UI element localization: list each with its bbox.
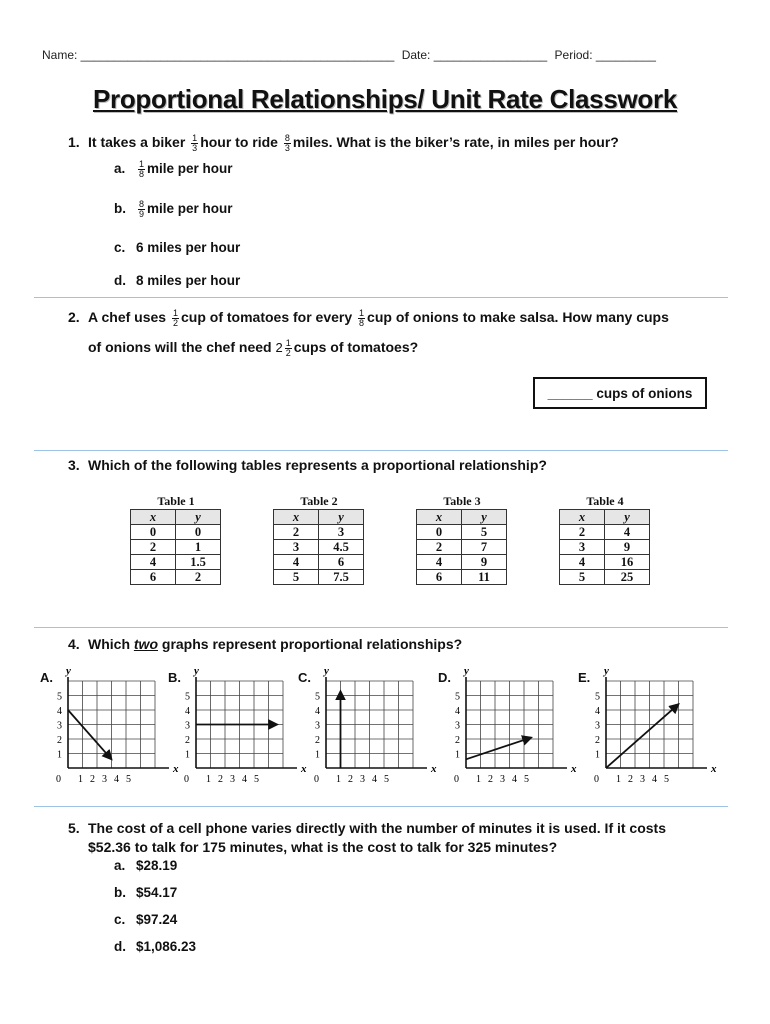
x-tick-label: 4 <box>242 774 247 785</box>
table-cell: 6 <box>319 555 364 570</box>
emphasis-text: two <box>133 636 158 652</box>
x-tick-label: 2 <box>488 774 493 785</box>
table-cell: 25 <box>605 570 650 585</box>
mixed-number-whole: 2 <box>275 340 283 355</box>
value-table[interactable] <box>416 494 508 585</box>
option-text: 6 miles per hour <box>136 240 241 255</box>
table-cell: 4.5 <box>319 540 364 555</box>
x-tick-label: 3 <box>640 774 645 785</box>
option-text: $28.19 <box>136 858 178 873</box>
y-tick-label: 3 <box>315 720 320 732</box>
x-axis-label: x <box>301 763 307 775</box>
coordinate-graph <box>298 665 437 788</box>
y-tick-label: 2 <box>57 735 62 746</box>
y-tick-label: 5 <box>185 691 190 703</box>
table-row <box>274 570 364 585</box>
table-row <box>560 570 650 585</box>
fraction: $\frac{8}{9}$ <box>139 199 145 219</box>
table-row <box>417 570 507 585</box>
table-cell: 2 <box>176 570 221 585</box>
x-tick-label: 3 <box>102 774 107 785</box>
question-number: 3. <box>68 457 80 473</box>
x-tick-label: 4 <box>372 774 377 785</box>
question-text: cup of onions to make salsa. How many cups <box>367 309 669 325</box>
table-cell: 4 <box>131 555 176 570</box>
answer-option[interactable] <box>114 912 177 927</box>
answer-option[interactable] <box>114 240 240 255</box>
option-text: 8 miles per hour <box>136 273 241 288</box>
table-row <box>274 555 364 570</box>
question-text: The cost of a cell phone varies directly with the number of minutes it is used. If it costs <box>88 820 667 836</box>
table-title: Table 2 <box>300 494 338 508</box>
x-tick-label: 2 <box>218 774 223 785</box>
coordinate-graph <box>438 665 577 788</box>
y-tick-label: 3 <box>57 720 62 732</box>
table-cell: 1.5 <box>176 555 221 570</box>
answer-box[interactable]: ______ cups of onions <box>533 377 707 409</box>
table-cell: 9 <box>605 540 650 555</box>
page-title: Proportional Relationships/ Unit Rate Classwork <box>92 84 677 114</box>
y-tick-label: 3 <box>595 720 600 732</box>
answer-option[interactable] <box>114 160 233 179</box>
x-tick-label: 4 <box>512 774 517 785</box>
fraction: $\frac{1}{8}$ <box>139 159 145 179</box>
graph-label: B. <box>168 670 181 685</box>
table-row <box>560 525 650 540</box>
option-letter: b. <box>114 885 126 900</box>
y-tick-label: 5 <box>595 691 600 703</box>
header-fields <box>42 48 660 62</box>
name-field-label[interactable]: Name: _______________________________________________ <box>42 48 395 62</box>
coordinate-graph <box>40 665 179 788</box>
x-tick-label: 1 <box>78 774 83 785</box>
table-cell: 5 <box>560 570 605 585</box>
y-axis-label: y <box>324 665 329 677</box>
answer-option[interactable] <box>114 885 177 900</box>
y-tick-label: 1 <box>455 749 460 761</box>
y-tick-label: 2 <box>455 735 460 746</box>
table-row <box>131 555 221 570</box>
graph-label: A. <box>40 670 53 685</box>
y-tick-label: 1 <box>185 749 190 761</box>
y-axis-label: y <box>194 665 199 677</box>
question-text: graphs represent proportional relationships? <box>161 636 463 652</box>
column-header: x <box>274 510 319 525</box>
question-5 <box>68 818 666 838</box>
option-letter: c. <box>114 240 126 255</box>
table-row <box>417 525 507 540</box>
coordinate-graph <box>168 665 307 788</box>
table-cell: 9 <box>462 555 507 570</box>
question-text: Which of the following tables represents a proportional relationship? <box>88 457 547 473</box>
x-tick-label: 3 <box>500 774 505 785</box>
option-text: $54.17 <box>136 885 178 900</box>
table-row <box>560 540 650 555</box>
question-2-line-2 <box>88 337 418 358</box>
x-tick-label: 5 <box>664 774 669 785</box>
origin-label: 0 <box>184 774 189 785</box>
value-table[interactable] <box>130 494 222 585</box>
fraction: $\frac{8}{3}$ <box>284 132 290 153</box>
y-tick-label: 3 <box>455 720 460 732</box>
fraction: $\frac{1}{2}$ <box>285 337 291 358</box>
option-letter: d. <box>114 273 126 288</box>
answer-option[interactable] <box>114 273 240 288</box>
fraction: $\frac{1}{3}$ <box>192 132 198 153</box>
table-row <box>131 570 221 585</box>
x-tick-label: 1 <box>476 774 481 785</box>
question-number: 2. <box>68 309 80 325</box>
y-tick-label: 2 <box>315 735 320 746</box>
graph-label: C. <box>298 670 311 685</box>
origin-label: 0 <box>314 774 319 785</box>
table-row <box>274 540 364 555</box>
column-header: x <box>560 510 605 525</box>
x-tick-label: 5 <box>254 774 259 785</box>
table-row <box>274 525 364 540</box>
y-tick-label: 5 <box>315 691 320 703</box>
table-cell: 2 <box>560 525 605 540</box>
question-number: 4. <box>68 636 80 652</box>
x-axis-label: x <box>431 763 437 775</box>
y-tick-label: 5 <box>455 691 460 703</box>
graph-line <box>68 710 112 759</box>
y-tick-label: 1 <box>595 749 600 761</box>
question-text: A chef uses <box>88 309 167 325</box>
table-cell: 2 <box>274 525 319 540</box>
table-cell: 5 <box>462 525 507 540</box>
question-text: hour to ride <box>200 134 278 150</box>
y-tick-label: 5 <box>57 691 62 703</box>
table-row <box>417 555 507 570</box>
column-header: y <box>319 510 364 525</box>
period-field-label[interactable]: Period: _________ <box>554 48 656 62</box>
question-text: Which <box>88 636 130 652</box>
y-tick-label: 1 <box>315 749 320 761</box>
y-axis-label: y <box>464 665 469 677</box>
option-text: mile per hour <box>147 161 233 177</box>
y-tick-label: 2 <box>595 735 600 746</box>
question-3 <box>68 455 547 475</box>
origin-label: 0 <box>454 774 459 785</box>
question-number: 5. <box>68 820 80 836</box>
table-row <box>417 540 507 555</box>
fraction: $\frac{1}{2}$ <box>172 307 178 328</box>
question-5-line-2: $52.36 to talk for 175 minutes, what is the cost to talk for 325 minutes? <box>88 839 558 855</box>
column-header: x <box>417 510 462 525</box>
option-letter: a. <box>114 161 126 177</box>
question-text: miles. What is the biker’s rate, in miles per hour? <box>292 134 619 150</box>
section-divider <box>34 297 728 298</box>
date-field-label[interactable]: Date: _________________ <box>401 48 548 62</box>
x-tick-label: 1 <box>616 774 621 785</box>
y-axis-label: y <box>66 665 71 677</box>
option-letter: b. <box>114 201 126 217</box>
table-cell: 4 <box>274 555 319 570</box>
section-divider <box>34 627 728 628</box>
option-letter: c. <box>114 912 126 927</box>
graph-line <box>606 704 679 768</box>
x-tick-label: 5 <box>126 774 131 785</box>
table-cell: 7 <box>462 540 507 555</box>
graph-label: E. <box>578 670 591 685</box>
table-cell: 7.5 <box>319 570 364 585</box>
table-title: Table 4 <box>586 494 624 508</box>
value-table[interactable] <box>559 494 651 585</box>
table-cell: 6 <box>131 570 176 585</box>
question-1 <box>68 132 619 153</box>
table-cell: 3 <box>319 525 364 540</box>
table-title: Table 3 <box>443 494 481 508</box>
y-tick-label: 4 <box>185 706 190 717</box>
table-cell: 1 <box>176 540 221 555</box>
question-text: cups of tomatoes? <box>293 339 419 355</box>
y-tick-label: 1 <box>57 749 62 761</box>
graph-line <box>466 738 531 760</box>
question-text: cup of tomatoes for every <box>180 309 353 325</box>
answer-option[interactable] <box>114 939 196 954</box>
answer-option[interactable] <box>114 858 177 873</box>
question-text: It takes a biker <box>88 134 186 150</box>
option-letter: d. <box>114 939 126 954</box>
table-cell: 4 <box>605 525 650 540</box>
origin-label: 0 <box>56 774 61 785</box>
table-row <box>131 540 221 555</box>
table-cell: 0 <box>131 525 176 540</box>
option-text: $1,086.23 <box>136 939 197 954</box>
y-axis-label: y <box>604 665 609 677</box>
question-number: 1. <box>68 134 80 150</box>
table-cell: 3 <box>560 540 605 555</box>
table-cell: 2 <box>417 540 462 555</box>
table-cell: 4 <box>560 555 605 570</box>
question-text: of onions will the chef need <box>88 339 272 355</box>
y-tick-label: 4 <box>595 706 600 717</box>
table-row <box>560 555 650 570</box>
column-header: y <box>176 510 221 525</box>
y-tick-label: 3 <box>185 720 190 732</box>
table-cell: 16 <box>605 555 650 570</box>
table-row <box>131 525 221 540</box>
option-text: mile per hour <box>147 201 233 217</box>
x-tick-label: 3 <box>360 774 365 785</box>
option-text: $97.24 <box>136 912 178 927</box>
table-cell: 11 <box>462 570 507 585</box>
coordinate-graph <box>578 665 717 788</box>
table-cell: 5 <box>274 570 319 585</box>
table-cell: 6 <box>417 570 462 585</box>
x-axis-label: x <box>173 763 179 775</box>
y-tick-label: 4 <box>315 706 320 717</box>
y-tick-label: 4 <box>57 706 62 717</box>
value-table[interactable] <box>273 494 365 585</box>
x-axis-label: x <box>571 763 577 775</box>
x-tick-label: 4 <box>114 774 119 785</box>
table-cell: 2 <box>131 540 176 555</box>
table-cell: 0 <box>417 525 462 540</box>
option-letter: a. <box>114 858 126 873</box>
table-cell: 3 <box>274 540 319 555</box>
x-tick-label: 5 <box>524 774 529 785</box>
table-cell: 0 <box>176 525 221 540</box>
x-tick-label: 2 <box>90 774 95 785</box>
x-tick-label: 2 <box>628 774 633 785</box>
table-cell: 4 <box>417 555 462 570</box>
answer-option[interactable] <box>114 200 233 219</box>
column-header: y <box>605 510 650 525</box>
column-header: x <box>131 510 176 525</box>
fraction: $\frac{1}{8}$ <box>359 307 365 328</box>
origin-label: 0 <box>594 774 599 785</box>
x-tick-label: 4 <box>652 774 657 785</box>
y-tick-label: 4 <box>455 706 460 717</box>
x-tick-label: 3 <box>230 774 235 785</box>
y-tick-label: 2 <box>185 735 190 746</box>
graph-label: D. <box>438 670 451 685</box>
x-tick-label: 1 <box>206 774 211 785</box>
section-divider <box>34 806 728 807</box>
question-2 <box>68 307 669 328</box>
x-axis-label: x <box>711 763 717 775</box>
column-header: y <box>462 510 507 525</box>
section-divider <box>34 450 728 451</box>
x-tick-label: 2 <box>348 774 353 785</box>
x-tick-label: 5 <box>384 774 389 785</box>
table-title: Table 1 <box>157 494 195 508</box>
x-tick-label: 1 <box>336 774 341 785</box>
question-4 <box>68 634 462 654</box>
